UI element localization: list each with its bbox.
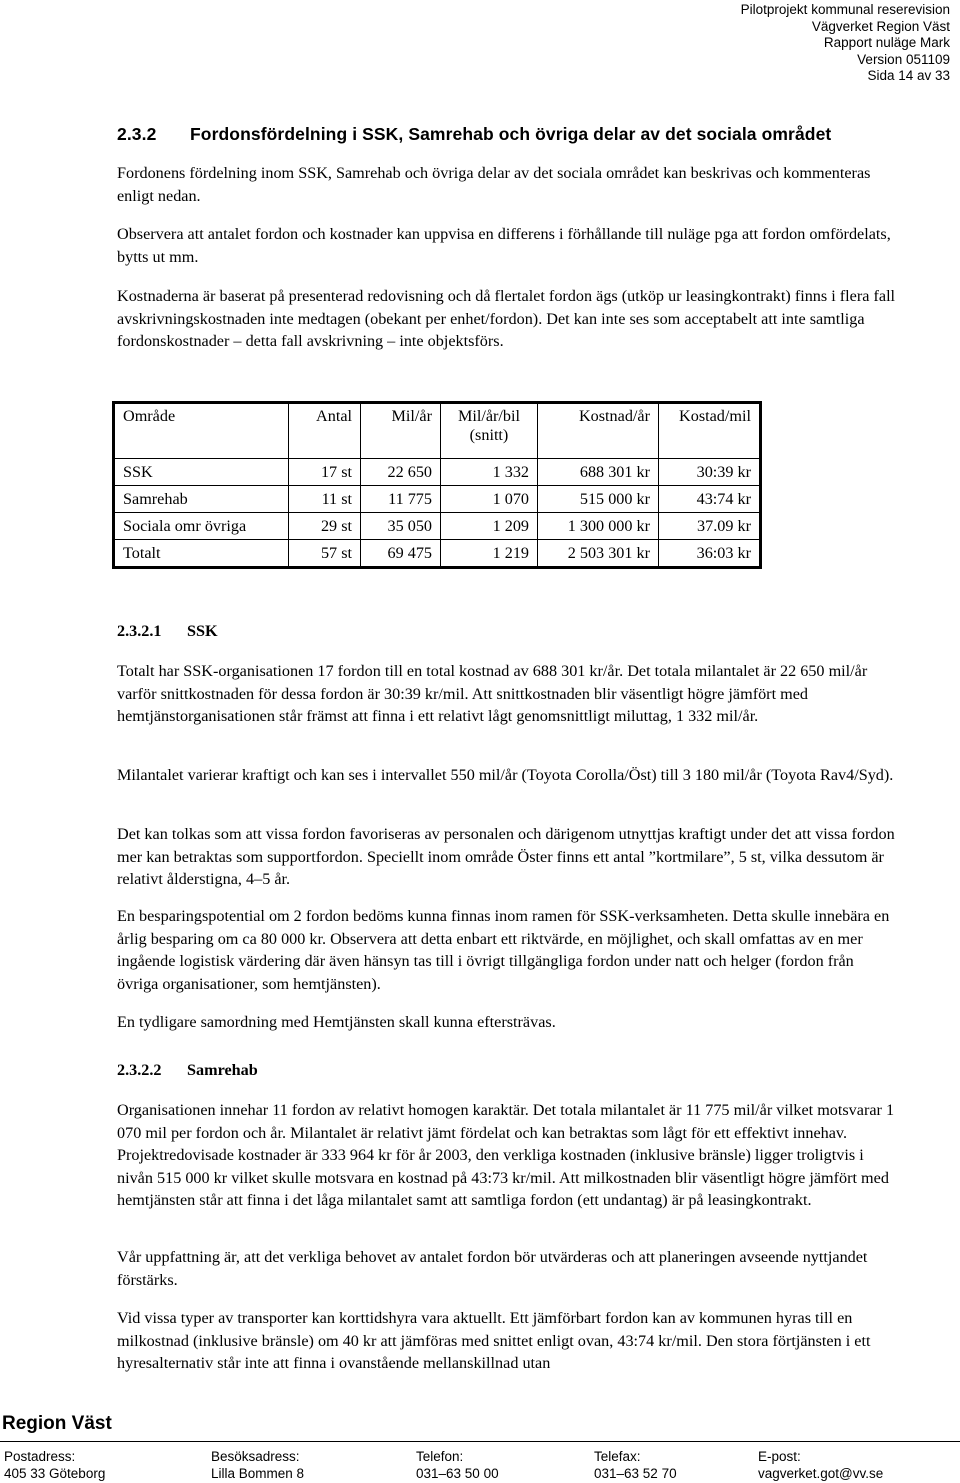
table-header-cell: Område bbox=[115, 404, 289, 459]
table-cell: 43:74 kr bbox=[659, 486, 760, 513]
ssk-paragraph-1: Totalt har SSK-organisationen 17 fordon till en total kostnad av 688 301 kr/år. Det totala milantalet är 22 650 mil/år varför snittkostnaden för dessa fordon är 30:39 kr/mil. Att snittkostnaden blir väsentligt högre jämfört med hemtjänstorganisationen står främst att finna i ett relativt lågt genomsnittligt miluttag, 1 332 mil/år. bbox=[117, 662, 868, 725]
section-number: 2.3.2 bbox=[117, 124, 157, 144]
ssk-paragraph-3: Det kan tolkas som att vissa fordon favoriseras av personalen och därigenom utnyttjas kraftigt under det att vissa fordon mer kan betraktas som supportfordon. Speciellt inom område Öster finns ett antal ”kortmilare”, 5 st, vilka dessutom är relativt ålderstigna, 4–5 år. bbox=[117, 825, 895, 888]
intro-paragraph-1: Fordonens fördelning inom SSK, Samrehab och övriga delar av det sociala området kan beskrivas och kommenteras enligt nedan. bbox=[117, 164, 871, 205]
subsection-number: 2.3.2.2 bbox=[117, 1061, 162, 1079]
table-row bbox=[115, 486, 760, 513]
header-version: Version 051109 bbox=[857, 51, 950, 67]
footer-value: vagverket.got@vv.se bbox=[758, 1465, 884, 1481]
table-cell: Samrehab bbox=[115, 486, 289, 513]
samrehab-paragraph-1: Organisationen innehar 11 fordon av relativt homogen karaktär. Det totala milantalet är 11 775 mil/år vilket motsvarar 1 070 mil per fordon och år. Milantalet är relativt jämt fördelat och kan betraktas som lågt för ett effektivt innehav. Projektredovisade kostnader är 333 964 kr för år 2003, den verkliga kostnaden (inklusive bränsle) ligger troligtvis i nivån 515 000 kr vilket skulle motsvara en kostnad på 43:73 kr/mil. Att milkostnaden blir väsentligt högre jämfört med hemtjänsten står att finna i det låga milantalet samt att samtliga fordon (ett undantag) är på leasingkontrakt. bbox=[117, 1101, 895, 1209]
footer-besoksadress bbox=[211, 1449, 304, 1482]
table-cell: 11 st bbox=[289, 486, 361, 513]
page-header bbox=[741, 2, 950, 85]
table-total-row bbox=[115, 540, 760, 567]
footer-region-name: Region Väst bbox=[2, 1413, 112, 1434]
footer-label: Postadress: bbox=[4, 1449, 76, 1464]
table-cell: 1 332 bbox=[441, 459, 538, 486]
section-title: Fordonsfördelning i SSK, Samrehab och övriga delar av det sociala området bbox=[190, 124, 832, 144]
section-heading bbox=[117, 124, 831, 145]
table-header-cell: Antal bbox=[289, 404, 361, 459]
table-row bbox=[115, 459, 760, 486]
header-report: Rapport nuläge Mark bbox=[823, 35, 950, 50]
table-row bbox=[115, 513, 760, 540]
table-cell: 1 070 bbox=[441, 486, 538, 513]
subsection-heading-ssk bbox=[117, 622, 218, 641]
subsection-heading-samrehab bbox=[117, 1061, 258, 1080]
table-cell: 35 050 bbox=[361, 513, 441, 540]
table-header-cell: Mil/år/bil (snitt) bbox=[441, 404, 538, 459]
table-header-cell: Mil/år bbox=[361, 404, 441, 459]
table-header-cell: Kostad/mil bbox=[659, 404, 760, 459]
subsection-title: SSK bbox=[187, 622, 218, 640]
header-project: Pilotprojekt kommunal reserevision bbox=[740, 2, 950, 17]
table-cell: Totalt bbox=[115, 540, 289, 567]
subsection-title: Samrehab bbox=[187, 1061, 258, 1079]
header-org: Vägverket Region Väst bbox=[811, 18, 950, 34]
footer-label: Telefax: bbox=[594, 1449, 641, 1464]
table-cell: 22 650 bbox=[361, 459, 441, 486]
table-header-cell: Kostnad/år bbox=[538, 404, 659, 459]
intro-paragraph-2: Observera att antalet fordon och kostnader kan uppvisa en differens i förhållande till nuläge pga att fordon omfördelats, bytts ut mm. bbox=[117, 225, 891, 266]
table-cell: 2 503 301 kr bbox=[538, 540, 659, 567]
samrehab-paragraph-2: Vår uppfattning är, att det verkliga behovet av antalet fordon bör utvärderas och att planeringen avseende nyttjandet förstärks. bbox=[117, 1248, 868, 1289]
table-cell: 36:03 kr bbox=[659, 540, 760, 567]
table-cell: 688 301 kr bbox=[538, 459, 659, 486]
table-cell: 29 st bbox=[289, 513, 361, 540]
subsection-number: 2.3.2.1 bbox=[117, 622, 162, 640]
footer-value: 031–63 50 00 bbox=[416, 1465, 499, 1481]
footer-value: 405 33 Göteborg bbox=[4, 1465, 106, 1481]
table-cell: 1 300 000 kr bbox=[538, 513, 659, 540]
footer-epost bbox=[758, 1449, 883, 1482]
samrehab-paragraph-3: Vid vissa typer av transporter kan korttidshyra vara aktuellt. Ett jämförbart fordon kan av kommunen hyras till en milkostnad (inklusive bränsle) om 40 kr att jämföras med snittet enligt ovan, 43:74 kr/mil. Den stora förtjänsten i ett hyresalternativ står inte att finna i ovanstående mellanskillnad utan bbox=[117, 1309, 871, 1372]
ssk-paragraph-2: Milantalet varierar kraftigt och kan ses i intervallet 550 mil/år (Toyota Corolla/Öst) till 3 180 mil/år (Toyota Rav4/Syd). bbox=[117, 766, 894, 784]
ssk-paragraph-5: En tydligare samordning med Hemtjänsten skall kunna eftersträvas. bbox=[117, 1013, 556, 1031]
table-cell: 1 219 bbox=[441, 540, 538, 567]
footer-postadress bbox=[4, 1449, 105, 1482]
table-cell: Sociala omr övriga bbox=[115, 513, 289, 540]
table-cell: 17 st bbox=[289, 459, 361, 486]
table-cell: SSK bbox=[115, 459, 289, 486]
table-cell: 57 st bbox=[289, 540, 361, 567]
table-cell: 515 000 kr bbox=[538, 486, 659, 513]
footer-value: 031–63 52 70 bbox=[594, 1465, 677, 1481]
table-cell: 69 475 bbox=[361, 540, 441, 567]
footer-telefon bbox=[416, 1449, 499, 1482]
table-cell: 1 209 bbox=[441, 513, 538, 540]
footer-label: Besöksadress: bbox=[211, 1449, 300, 1464]
vehicle-cost-table bbox=[114, 403, 760, 567]
footer-label: Telefon: bbox=[416, 1449, 464, 1464]
header-page-number: Sida 14 av 33 bbox=[867, 68, 950, 83]
footer-value: Lilla Bommen 8 bbox=[211, 1465, 305, 1481]
footer-label: E-post: bbox=[758, 1449, 801, 1464]
intro-paragraph-3: Kostnaderna är baserat på presenterad redovisning och då flertalet fordon ägs (utköp ur leasingkontrakt) finns i flera fall avskrivningskostnaden inte medtagen (obekant per enhet/fordon). Det kan inte ses som acceptabelt att inte samtliga fordonskostnader – detta fall avskrivning – inte objektsförs. bbox=[117, 287, 896, 350]
table-cell: 11 775 bbox=[361, 486, 441, 513]
footer-divider bbox=[0, 1441, 960, 1442]
ssk-paragraph-4: En besparingspotential om 2 fordon bedöms kunna finnas inom ramen för SSK-verksamheten. Detta skulle innebära en årlig besparing om ca 80 000 kr. Observera att detta enbart ett riktvärde, en möjlighet, och skall omfattas av en mer ingående logistisk värdering där även hänsyn tas till i övrigt tillgängliga fordon under natt och helger (fordon från övriga organisationer, som hemtjänsten). bbox=[117, 907, 890, 993]
footer-telefax bbox=[594, 1449, 677, 1482]
table-cell: 37.09 kr bbox=[659, 513, 760, 540]
table-cell: 30:39 kr bbox=[659, 459, 760, 486]
table-header-row bbox=[115, 404, 760, 459]
